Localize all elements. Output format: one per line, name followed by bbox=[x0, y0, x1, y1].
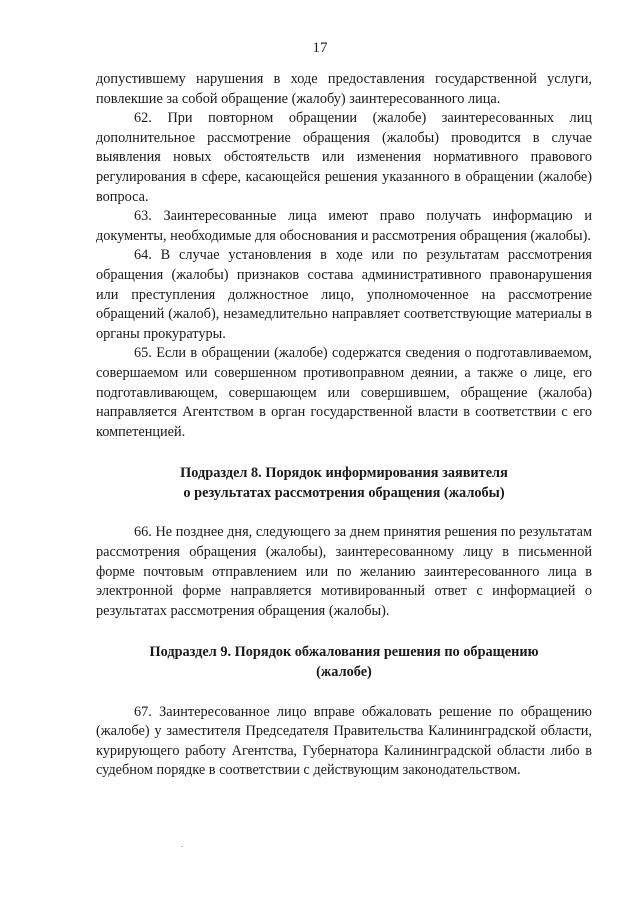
spacer bbox=[96, 683, 592, 703]
paragraph-64: 64. В случае установления в ходе или по результатам рассмотрения обращения (жалобы) признаков состава административного правонарушения или преступления должностное лицо, уполномоченное на рассмотрение обращений (жалоб), незамедлительно направляет соответствующие материалы в органы прокуратуры. bbox=[96, 247, 592, 342]
section-9-heading-line-2: (жалобе) bbox=[316, 664, 372, 681]
paragraph-67: 67. Заинтересованное лицо вправе обжаловать решение по обращению (жалобе) у заместителя Председателя Правительства Калининградской области, курирующего работу Агентства, Губернатора Калининградской области либо в судебном порядке в соответствии с действующим законодательством. bbox=[96, 703, 592, 779]
scan-speck bbox=[181, 846, 183, 847]
section-8-heading-line-1: Подраздел 8. Порядок информирования заявителя bbox=[180, 465, 508, 482]
spacer bbox=[96, 621, 592, 643]
document-body bbox=[96, 70, 592, 781]
section-9-heading bbox=[96, 643, 592, 682]
section-9-heading-line-1: Подраздел 9. Порядок обжалования решения по обращению bbox=[149, 644, 539, 661]
section-8-heading bbox=[96, 464, 592, 503]
paragraph-62: 62. При повторном обращении (жалобе) заинтересованных лиц дополнительное рассмотрение обращения (жалобы) проводится в случае выявления новых обстоятельств или изменения нормативного правового регулирования в сфере, касающейся решения указанного в обращении (жалобе) вопроса. bbox=[96, 110, 592, 205]
paragraph-65: 65. Если в обращении (жалобе) содержатся сведения о подготавливаемом, совершаемом или совершенном противоправном деянии, а также о лице, его подготавливающем, совершающем или совершившем, обращение (жалоба) направляется Агентством в орган государственной власти в соответствии с его компетенцией. bbox=[96, 345, 592, 440]
spacer bbox=[96, 503, 592, 523]
paragraph-63: 63. Заинтересованные лица имеют право получать информацию и документы, необходимые для обоснования и рассмотрения обращения (жалобы). bbox=[96, 208, 592, 244]
section-8-heading-line-2: о результатах рассмотрения обращения (жалобы) bbox=[183, 484, 505, 501]
spacer bbox=[96, 442, 592, 464]
paragraph-continuation: допустившему нарушения в ходе предоставления государственной услуги, повлекшие за собой обращение (жалобу) заинтересованного лица. bbox=[96, 71, 592, 107]
paragraph-66: 66. Не позднее дня, следующего за днем принятия решения по результатам рассмотрения обращения (жалобы), заинтересованному лицу в письменной форме почтовым отправлением или по желанию заинтересованного лица в электронной форме направляется мотивированный ответ с информацией о результатах рассмотрения обращения (жалобы). bbox=[96, 524, 592, 619]
page-number: 17 bbox=[312, 40, 328, 56]
